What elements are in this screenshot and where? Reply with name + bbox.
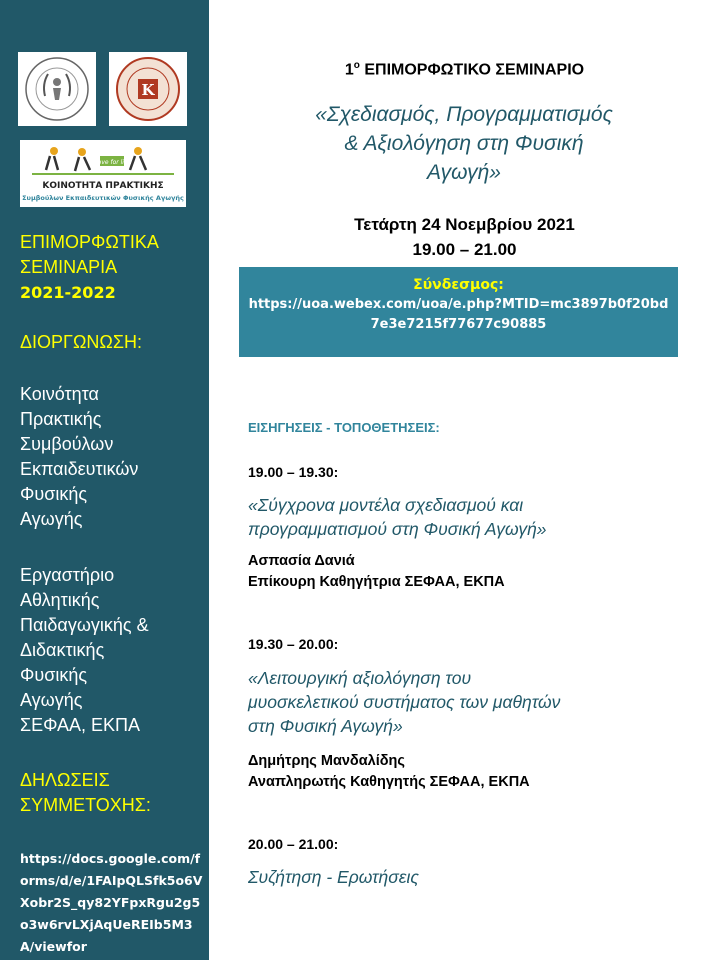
community-of-practice-logo [20,140,186,207]
pedagogy-lab-logo [18,52,96,126]
organizer-lab-line: ΣΕΦΑΑ, ΕΚΠΑ [20,715,141,735]
organizer-lab [20,563,149,738]
seminars-heading [20,230,159,280]
declarations-heading [20,768,151,818]
seminar-title [239,100,689,187]
seminar-label [209,60,720,79]
seminar-label-text: ΕΠΙΜΟΡΦΩΤΙΚΟ ΣΕΜΙΝΑΡΙΟ [364,61,585,79]
seminar-number-suffix: ο [353,60,360,71]
talk3-time: 20.00 – 21.00: [248,836,339,852]
organizer-community-line: Πρακτικής [20,409,102,429]
svg-text:Κ: Κ [141,81,155,99]
organizer-label: ΔΙΟΡΓΩΝΩΣΗ: [20,332,142,352]
section-title: ΕΙΣΗΓΗΣΕΙΣ - ΤΟΠΟΘΕΤΗΣΕΙΣ: [248,420,440,435]
organizer-community-line: Κοινότητα [20,384,99,404]
talk1-speaker-role: Επίκουρη Καθηγήτρια ΣΕΦΑΑ, ΕΚΠΑ [248,574,505,590]
talk1-speaker [248,551,505,593]
event-date-text: Τετάρτη 24 Νοεμβρίου 2021 [354,215,575,234]
seminar-number: 1 [344,61,354,79]
talk2-title-line: «Λειτουργική αξιολόγηση του [248,668,472,688]
talk2-speaker-role: Αναπληρωτής Καθηγητής ΣΕΦΑΑ, ΕΚΠΑ [248,774,530,790]
main-content [209,0,720,960]
organizer-community [20,382,138,532]
talk2-speaker [248,751,530,793]
meeting-link-box [239,267,678,357]
talk2-title-line: μυοσκελετικού συστήματος των μαθητών [248,692,561,712]
organizer-community-line: Φυσικής [20,484,87,504]
declarations-line1: ΔΗΛΩΣΕΙΣ [20,770,110,790]
talk2-time: 19.30 – 20.00: [248,636,339,652]
organizer-community-line: Συμβούλων [20,434,114,454]
declarations-line2: ΣΥΜΜΕΤΟΧΗΣ: [20,795,151,815]
meeting-link-label: Σύνδεσμος: [413,277,504,293]
talk1-speaker-name: Ασπασία Δανιά [248,553,355,569]
title-line: Αγωγή» [427,161,501,184]
logo-caption: ΚΟΙΝΟΤΗΤΑ ΠΡΑΚΤΙΚΗΣ [42,181,164,191]
logo-badge-text: move for life! [91,159,133,166]
talk1-title-line: «Σύγχρονα μοντέλα σχεδιασμού και [248,495,524,515]
talk2-speaker-name: Δημήτρης Μανδαλίδης [248,753,405,769]
organizer-community-line: Αγωγής [20,509,83,529]
organizer-lab-line: Παιδαγωγικής & [20,615,149,635]
logo-subcaption: Συμβούλων Εκπαιδευτικών Φυσικής Αγωγής [22,194,184,202]
organizer-lab-line: Φυσικής [20,665,87,685]
title-line: & Αξιολόγηση στη Φυσική [344,132,584,155]
talk1-title-line: προγραμματισμού στη Φυσική Αγωγή» [248,519,547,539]
organizer-lab-line: Αθλητικής [20,590,100,610]
talk1-time: 19.00 – 19.30: [248,464,339,480]
organizer-lab-line: Εργαστήριο [20,565,115,585]
organizer-lab-line: Αγωγής [20,690,83,710]
talk1-title [248,493,547,541]
event-time-text: 19.00 – 21.00 [412,240,517,259]
organizer-lab-line: Διδακτικής [20,640,105,660]
seminars-heading-line1: ΕΠΙΜΟΡΦΩΤΙΚΑ [20,232,159,252]
talk3-title: Συζήτηση - Ερωτήσεις [248,867,419,887]
talk2-title-line: στη Φυσική Αγωγή» [248,716,403,736]
sefaa-logo [109,52,187,126]
title-line: «Σχεδιασμός, Προγραμματισμός [315,103,613,126]
organizer-community-line: Εκπαιδευτικών [20,459,139,479]
sidebar [0,0,209,960]
talk2-title [248,666,560,738]
seminars-years: 2021-2022 [20,283,116,302]
meeting-link[interactable]: https://uoa.webex.com/uoa/e.php?MTID=mc3897b0f20bd7e3e7215f77677c90885 [248,297,669,332]
seminars-heading-line2: ΣΕΜΙΝΑΡΙΑ [20,257,118,277]
event-date [209,212,720,262]
registration-form-link[interactable]: https://docs.google.com/forms/d/e/1FAIpQLSfk5o6VXobr2S_qy82YFpxRgu2g5o3w6rvLXjAqUeREIb5M3A/viewfor [20,851,203,954]
